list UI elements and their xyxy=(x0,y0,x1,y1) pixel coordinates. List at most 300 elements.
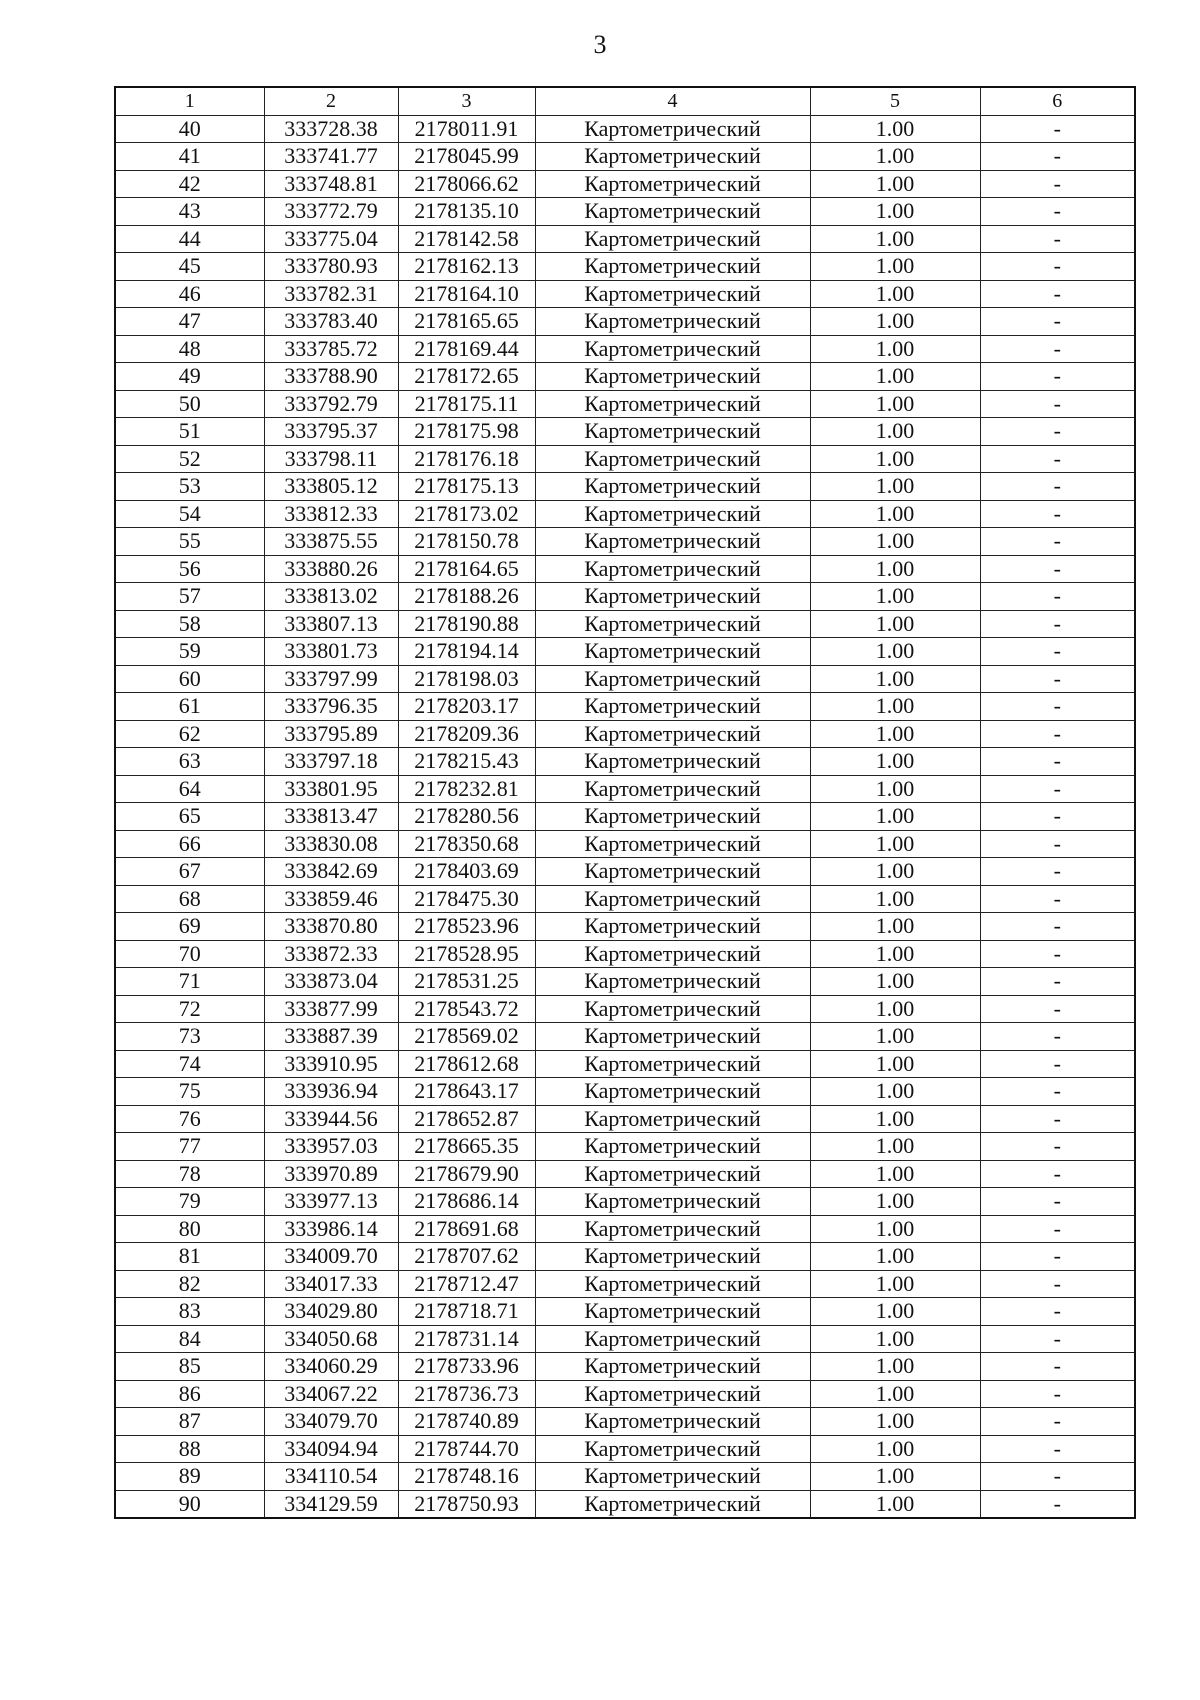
accuracy-cell: 1.00 xyxy=(810,583,980,611)
note-cell: - xyxy=(980,1023,1135,1051)
page-number: 3 xyxy=(593,30,607,59)
accuracy-cell: 1.00 xyxy=(810,1050,980,1078)
y-coordinate-cell: 2178652.87 xyxy=(398,1105,535,1133)
y-coordinate-cell: 2178280.56 xyxy=(398,803,535,831)
y-coordinate-cell: 2178712.47 xyxy=(398,1270,535,1298)
table-row xyxy=(115,1188,1135,1216)
y-coordinate-cell: 2178215.43 xyxy=(398,748,535,776)
point-number-cell: 67 xyxy=(115,858,264,886)
method-cell: Картометрический xyxy=(535,1298,810,1326)
y-coordinate-cell: 2178531.25 xyxy=(398,968,535,996)
x-coordinate-cell: 333813.47 xyxy=(264,803,398,831)
y-coordinate-cell: 2178209.36 xyxy=(398,720,535,748)
point-number-cell: 47 xyxy=(115,308,264,336)
point-number-cell: 40 xyxy=(115,115,264,143)
method-cell: Картометрический xyxy=(535,1215,810,1243)
table-row xyxy=(115,115,1135,143)
method-cell: Картометрический xyxy=(535,555,810,583)
table-row xyxy=(115,225,1135,253)
y-coordinate-cell: 2178150.78 xyxy=(398,528,535,556)
note-cell: - xyxy=(980,1188,1135,1216)
method-cell: Картометрический xyxy=(535,198,810,226)
table-row xyxy=(115,253,1135,281)
accuracy-cell: 1.00 xyxy=(810,803,980,831)
note-cell: - xyxy=(980,1298,1135,1326)
note-cell: - xyxy=(980,1105,1135,1133)
y-coordinate-cell: 2178172.65 xyxy=(398,363,535,391)
point-number-cell: 44 xyxy=(115,225,264,253)
table-row xyxy=(115,1435,1135,1463)
note-cell: - xyxy=(980,1133,1135,1161)
note-cell: - xyxy=(980,830,1135,858)
x-coordinate-cell: 333796.35 xyxy=(264,693,398,721)
accuracy-cell: 1.00 xyxy=(810,335,980,363)
y-coordinate-cell: 2178748.16 xyxy=(398,1463,535,1491)
note-cell: - xyxy=(980,748,1135,776)
x-coordinate-cell: 334009.70 xyxy=(264,1243,398,1271)
accuracy-cell: 1.00 xyxy=(810,1463,980,1491)
point-number-cell: 55 xyxy=(115,528,264,556)
y-coordinate-cell: 2178190.88 xyxy=(398,610,535,638)
coordinates-table xyxy=(114,86,1136,1519)
note-cell: - xyxy=(980,1050,1135,1078)
accuracy-cell: 1.00 xyxy=(810,1490,980,1518)
note-cell: - xyxy=(980,1325,1135,1353)
accuracy-cell: 1.00 xyxy=(810,693,980,721)
accuracy-cell: 1.00 xyxy=(810,143,980,171)
accuracy-cell: 1.00 xyxy=(810,418,980,446)
note-cell: - xyxy=(980,1408,1135,1436)
y-coordinate-cell: 2178736.73 xyxy=(398,1380,535,1408)
table-row xyxy=(115,885,1135,913)
y-coordinate-cell: 2178731.14 xyxy=(398,1325,535,1353)
x-coordinate-cell: 333957.03 xyxy=(264,1133,398,1161)
point-number-cell: 70 xyxy=(115,940,264,968)
accuracy-cell: 1.00 xyxy=(810,885,980,913)
point-number-cell: 87 xyxy=(115,1408,264,1436)
table-body xyxy=(115,115,1135,1518)
method-cell: Картометрический xyxy=(535,473,810,501)
point-number-cell: 58 xyxy=(115,610,264,638)
table-row xyxy=(115,968,1135,996)
point-number-cell: 72 xyxy=(115,995,264,1023)
table-row xyxy=(115,555,1135,583)
y-coordinate-cell: 2178665.35 xyxy=(398,1133,535,1161)
x-coordinate-cell: 334017.33 xyxy=(264,1270,398,1298)
note-cell: - xyxy=(980,638,1135,666)
accuracy-cell: 1.00 xyxy=(810,363,980,391)
y-coordinate-cell: 2178569.02 xyxy=(398,1023,535,1051)
point-number-cell: 73 xyxy=(115,1023,264,1051)
x-coordinate-cell: 333748.81 xyxy=(264,170,398,198)
x-coordinate-cell: 333877.99 xyxy=(264,995,398,1023)
x-coordinate-cell: 334050.68 xyxy=(264,1325,398,1353)
note-cell: - xyxy=(980,1380,1135,1408)
accuracy-cell: 1.00 xyxy=(810,1023,980,1051)
point-number-cell: 65 xyxy=(115,803,264,831)
accuracy-cell: 1.00 xyxy=(810,1380,980,1408)
note-cell: - xyxy=(980,1490,1135,1518)
method-cell: Картометрический xyxy=(535,445,810,473)
y-coordinate-cell: 2178232.81 xyxy=(398,775,535,803)
table-row xyxy=(115,913,1135,941)
accuracy-cell: 1.00 xyxy=(810,638,980,666)
point-number-cell: 59 xyxy=(115,638,264,666)
x-coordinate-cell: 333795.37 xyxy=(264,418,398,446)
x-coordinate-cell: 333880.26 xyxy=(264,555,398,583)
method-cell: Картометрический xyxy=(535,995,810,1023)
y-coordinate-cell: 2178198.03 xyxy=(398,665,535,693)
accuracy-cell: 1.00 xyxy=(810,308,980,336)
y-coordinate-cell: 2178528.95 xyxy=(398,940,535,968)
column-header-5: 5 xyxy=(810,87,980,115)
table-row xyxy=(115,1353,1135,1381)
point-number-cell: 49 xyxy=(115,363,264,391)
x-coordinate-cell: 333842.69 xyxy=(264,858,398,886)
y-coordinate-cell: 2178643.17 xyxy=(398,1078,535,1106)
note-cell: - xyxy=(980,1215,1135,1243)
x-coordinate-cell: 333986.14 xyxy=(264,1215,398,1243)
point-number-cell: 74 xyxy=(115,1050,264,1078)
table-row xyxy=(115,665,1135,693)
y-coordinate-cell: 2178750.93 xyxy=(398,1490,535,1518)
accuracy-cell: 1.00 xyxy=(810,1435,980,1463)
method-cell: Картометрический xyxy=(535,1408,810,1436)
accuracy-cell: 1.00 xyxy=(810,1408,980,1436)
accuracy-cell: 1.00 xyxy=(810,225,980,253)
point-number-cell: 41 xyxy=(115,143,264,171)
accuracy-cell: 1.00 xyxy=(810,720,980,748)
point-number-cell: 79 xyxy=(115,1188,264,1216)
y-coordinate-cell: 2178175.13 xyxy=(398,473,535,501)
method-cell: Картометрический xyxy=(535,528,810,556)
note-cell: - xyxy=(980,775,1135,803)
note-cell: - xyxy=(980,308,1135,336)
y-coordinate-cell: 2178066.62 xyxy=(398,170,535,198)
method-cell: Картометрический xyxy=(535,280,810,308)
note-cell: - xyxy=(980,253,1135,281)
note-cell: - xyxy=(980,280,1135,308)
x-coordinate-cell: 333812.33 xyxy=(264,500,398,528)
accuracy-cell: 1.00 xyxy=(810,1188,980,1216)
note-cell: - xyxy=(980,198,1135,226)
x-coordinate-cell: 333859.46 xyxy=(264,885,398,913)
point-number-cell: 52 xyxy=(115,445,264,473)
note-cell: - xyxy=(980,115,1135,143)
point-number-cell: 61 xyxy=(115,693,264,721)
note-cell: - xyxy=(980,968,1135,996)
point-number-cell: 53 xyxy=(115,473,264,501)
method-cell: Картометрический xyxy=(535,803,810,831)
point-number-cell: 43 xyxy=(115,198,264,226)
method-cell: Картометрический xyxy=(535,225,810,253)
y-coordinate-cell: 2178203.17 xyxy=(398,693,535,721)
method-cell: Картометрический xyxy=(535,1490,810,1518)
y-coordinate-cell: 2178164.10 xyxy=(398,280,535,308)
method-cell: Картометрический xyxy=(535,170,810,198)
point-number-cell: 83 xyxy=(115,1298,264,1326)
point-number-cell: 71 xyxy=(115,968,264,996)
note-cell: - xyxy=(980,1078,1135,1106)
x-coordinate-cell: 333870.80 xyxy=(264,913,398,941)
table-row xyxy=(115,803,1135,831)
table-row xyxy=(115,1463,1135,1491)
x-coordinate-cell: 333801.95 xyxy=(264,775,398,803)
y-coordinate-cell: 2178733.96 xyxy=(398,1353,535,1381)
point-number-cell: 54 xyxy=(115,500,264,528)
table-row xyxy=(115,335,1135,363)
method-cell: Картометрический xyxy=(535,1023,810,1051)
method-cell: Картометрический xyxy=(535,1105,810,1133)
y-coordinate-cell: 2178523.96 xyxy=(398,913,535,941)
x-coordinate-cell: 334079.70 xyxy=(264,1408,398,1436)
accuracy-cell: 1.00 xyxy=(810,555,980,583)
method-cell: Картометрический xyxy=(535,115,810,143)
accuracy-cell: 1.00 xyxy=(810,913,980,941)
point-number-cell: 81 xyxy=(115,1243,264,1271)
method-cell: Картометрический xyxy=(535,308,810,336)
point-number-cell: 48 xyxy=(115,335,264,363)
y-coordinate-cell: 2178011.91 xyxy=(398,115,535,143)
accuracy-cell: 1.00 xyxy=(810,1078,980,1106)
x-coordinate-cell: 333782.31 xyxy=(264,280,398,308)
point-number-cell: 89 xyxy=(115,1463,264,1491)
method-cell: Картометрический xyxy=(535,1325,810,1353)
y-coordinate-cell: 2178740.89 xyxy=(398,1408,535,1436)
method-cell: Картометрический xyxy=(535,390,810,418)
accuracy-cell: 1.00 xyxy=(810,115,980,143)
x-coordinate-cell: 334067.22 xyxy=(264,1380,398,1408)
method-cell: Картометрический xyxy=(535,500,810,528)
table-row xyxy=(115,693,1135,721)
method-cell: Картометрический xyxy=(535,665,810,693)
x-coordinate-cell: 333783.40 xyxy=(264,308,398,336)
point-number-cell: 56 xyxy=(115,555,264,583)
note-cell: - xyxy=(980,665,1135,693)
method-cell: Картометрический xyxy=(535,1270,810,1298)
point-number-cell: 75 xyxy=(115,1078,264,1106)
method-cell: Картометрический xyxy=(535,1463,810,1491)
method-cell: Картометрический xyxy=(535,638,810,666)
method-cell: Картометрический xyxy=(535,748,810,776)
note-cell: - xyxy=(980,803,1135,831)
method-cell: Картометрический xyxy=(535,143,810,171)
x-coordinate-cell: 333780.93 xyxy=(264,253,398,281)
note-cell: - xyxy=(980,363,1135,391)
x-coordinate-cell: 333830.08 xyxy=(264,830,398,858)
accuracy-cell: 1.00 xyxy=(810,995,980,1023)
y-coordinate-cell: 2178194.14 xyxy=(398,638,535,666)
table-row xyxy=(115,583,1135,611)
table-row xyxy=(115,1325,1135,1353)
table-row xyxy=(115,198,1135,226)
table-row xyxy=(115,1050,1135,1078)
table-row xyxy=(115,1078,1135,1106)
accuracy-cell: 1.00 xyxy=(810,858,980,886)
table-row xyxy=(115,775,1135,803)
point-number-cell: 86 xyxy=(115,1380,264,1408)
x-coordinate-cell: 333728.38 xyxy=(264,115,398,143)
method-cell: Картометрический xyxy=(535,1353,810,1381)
table-row xyxy=(115,1408,1135,1436)
y-coordinate-cell: 2178162.13 xyxy=(398,253,535,281)
method-cell: Картометрический xyxy=(535,1078,810,1106)
accuracy-cell: 1.00 xyxy=(810,940,980,968)
note-cell: - xyxy=(980,335,1135,363)
y-coordinate-cell: 2178188.26 xyxy=(398,583,535,611)
y-coordinate-cell: 2178691.68 xyxy=(398,1215,535,1243)
y-coordinate-cell: 2178744.70 xyxy=(398,1435,535,1463)
method-cell: Картометрический xyxy=(535,363,810,391)
y-coordinate-cell: 2178175.11 xyxy=(398,390,535,418)
note-cell: - xyxy=(980,693,1135,721)
method-cell: Картометрический xyxy=(535,335,810,363)
x-coordinate-cell: 333944.56 xyxy=(264,1105,398,1133)
y-coordinate-cell: 2178543.72 xyxy=(398,995,535,1023)
note-cell: - xyxy=(980,610,1135,638)
method-cell: Картометрический xyxy=(535,858,810,886)
note-cell: - xyxy=(980,1270,1135,1298)
x-coordinate-cell: 333936.94 xyxy=(264,1078,398,1106)
point-number-cell: 68 xyxy=(115,885,264,913)
x-coordinate-cell: 334094.94 xyxy=(264,1435,398,1463)
table-row xyxy=(115,1298,1135,1326)
table-row xyxy=(115,1270,1135,1298)
x-coordinate-cell: 333797.18 xyxy=(264,748,398,776)
note-cell: - xyxy=(980,445,1135,473)
point-number-cell: 57 xyxy=(115,583,264,611)
x-coordinate-cell: 333801.73 xyxy=(264,638,398,666)
table-row xyxy=(115,143,1135,171)
table-row xyxy=(115,418,1135,446)
table-row xyxy=(115,1215,1135,1243)
point-number-cell: 63 xyxy=(115,748,264,776)
method-cell: Картометрический xyxy=(535,830,810,858)
note-cell: - xyxy=(980,1435,1135,1463)
point-number-cell: 76 xyxy=(115,1105,264,1133)
x-coordinate-cell: 333873.04 xyxy=(264,968,398,996)
note-cell: - xyxy=(980,885,1135,913)
table-row xyxy=(115,308,1135,336)
x-coordinate-cell: 334110.54 xyxy=(264,1463,398,1491)
accuracy-cell: 1.00 xyxy=(810,665,980,693)
table-row xyxy=(115,280,1135,308)
note-cell: - xyxy=(980,473,1135,501)
method-cell: Картометрический xyxy=(535,418,810,446)
x-coordinate-cell: 333807.13 xyxy=(264,610,398,638)
accuracy-cell: 1.00 xyxy=(810,1298,980,1326)
note-cell: - xyxy=(980,1243,1135,1271)
note-cell: - xyxy=(980,995,1135,1023)
method-cell: Картометрический xyxy=(535,940,810,968)
table-row xyxy=(115,445,1135,473)
note-cell: - xyxy=(980,940,1135,968)
y-coordinate-cell: 2178045.99 xyxy=(398,143,535,171)
note-cell: - xyxy=(980,555,1135,583)
y-coordinate-cell: 2178475.30 xyxy=(398,885,535,913)
y-coordinate-cell: 2178718.71 xyxy=(398,1298,535,1326)
table-row xyxy=(115,1243,1135,1271)
method-cell: Картометрический xyxy=(535,775,810,803)
accuracy-cell: 1.00 xyxy=(810,748,980,776)
method-cell: Картометрический xyxy=(535,885,810,913)
point-number-cell: 51 xyxy=(115,418,264,446)
accuracy-cell: 1.00 xyxy=(810,390,980,418)
y-coordinate-cell: 2178707.62 xyxy=(398,1243,535,1271)
note-cell: - xyxy=(980,858,1135,886)
table-row xyxy=(115,528,1135,556)
table-row xyxy=(115,170,1135,198)
accuracy-cell: 1.00 xyxy=(810,1133,980,1161)
table-row xyxy=(115,748,1135,776)
accuracy-cell: 1.00 xyxy=(810,445,980,473)
note-cell: - xyxy=(980,720,1135,748)
method-cell: Картометрический xyxy=(535,1188,810,1216)
table-row xyxy=(115,1160,1135,1188)
x-coordinate-cell: 333785.72 xyxy=(264,335,398,363)
x-coordinate-cell: 333887.39 xyxy=(264,1023,398,1051)
table-row xyxy=(115,363,1135,391)
accuracy-cell: 1.00 xyxy=(810,280,980,308)
point-number-cell: 85 xyxy=(115,1353,264,1381)
y-coordinate-cell: 2178350.68 xyxy=(398,830,535,858)
x-coordinate-cell: 333977.13 xyxy=(264,1188,398,1216)
y-coordinate-cell: 2178175.98 xyxy=(398,418,535,446)
method-cell: Картометрический xyxy=(535,913,810,941)
accuracy-cell: 1.00 xyxy=(810,473,980,501)
table-row xyxy=(115,995,1135,1023)
method-cell: Картометрический xyxy=(535,1160,810,1188)
x-coordinate-cell: 333875.55 xyxy=(264,528,398,556)
method-cell: Картометрический xyxy=(535,1380,810,1408)
accuracy-cell: 1.00 xyxy=(810,775,980,803)
method-cell: Картометрический xyxy=(535,610,810,638)
point-number-cell: 66 xyxy=(115,830,264,858)
y-coordinate-cell: 2178679.90 xyxy=(398,1160,535,1188)
x-coordinate-cell: 333910.95 xyxy=(264,1050,398,1078)
table-row xyxy=(115,390,1135,418)
note-cell: - xyxy=(980,143,1135,171)
note-cell: - xyxy=(980,500,1135,528)
method-cell: Картометрический xyxy=(535,1435,810,1463)
table-row xyxy=(115,1023,1135,1051)
y-coordinate-cell: 2178164.65 xyxy=(398,555,535,583)
x-coordinate-cell: 333798.11 xyxy=(264,445,398,473)
table-row xyxy=(115,1380,1135,1408)
note-cell: - xyxy=(980,1160,1135,1188)
y-coordinate-cell: 2178686.14 xyxy=(398,1188,535,1216)
table-row xyxy=(115,830,1135,858)
accuracy-cell: 1.00 xyxy=(810,1325,980,1353)
note-cell: - xyxy=(980,1353,1135,1381)
point-number-cell: 69 xyxy=(115,913,264,941)
x-coordinate-cell: 333788.90 xyxy=(264,363,398,391)
table-header-row xyxy=(115,87,1135,115)
note-cell: - xyxy=(980,1463,1135,1491)
x-coordinate-cell: 333970.89 xyxy=(264,1160,398,1188)
y-coordinate-cell: 2178176.18 xyxy=(398,445,535,473)
accuracy-cell: 1.00 xyxy=(810,610,980,638)
x-coordinate-cell: 333805.12 xyxy=(264,473,398,501)
point-number-cell: 62 xyxy=(115,720,264,748)
note-cell: - xyxy=(980,913,1135,941)
note-cell: - xyxy=(980,170,1135,198)
method-cell: Картометрический xyxy=(535,720,810,748)
point-number-cell: 84 xyxy=(115,1325,264,1353)
accuracy-cell: 1.00 xyxy=(810,830,980,858)
accuracy-cell: 1.00 xyxy=(810,170,980,198)
y-coordinate-cell: 2178135.10 xyxy=(398,198,535,226)
